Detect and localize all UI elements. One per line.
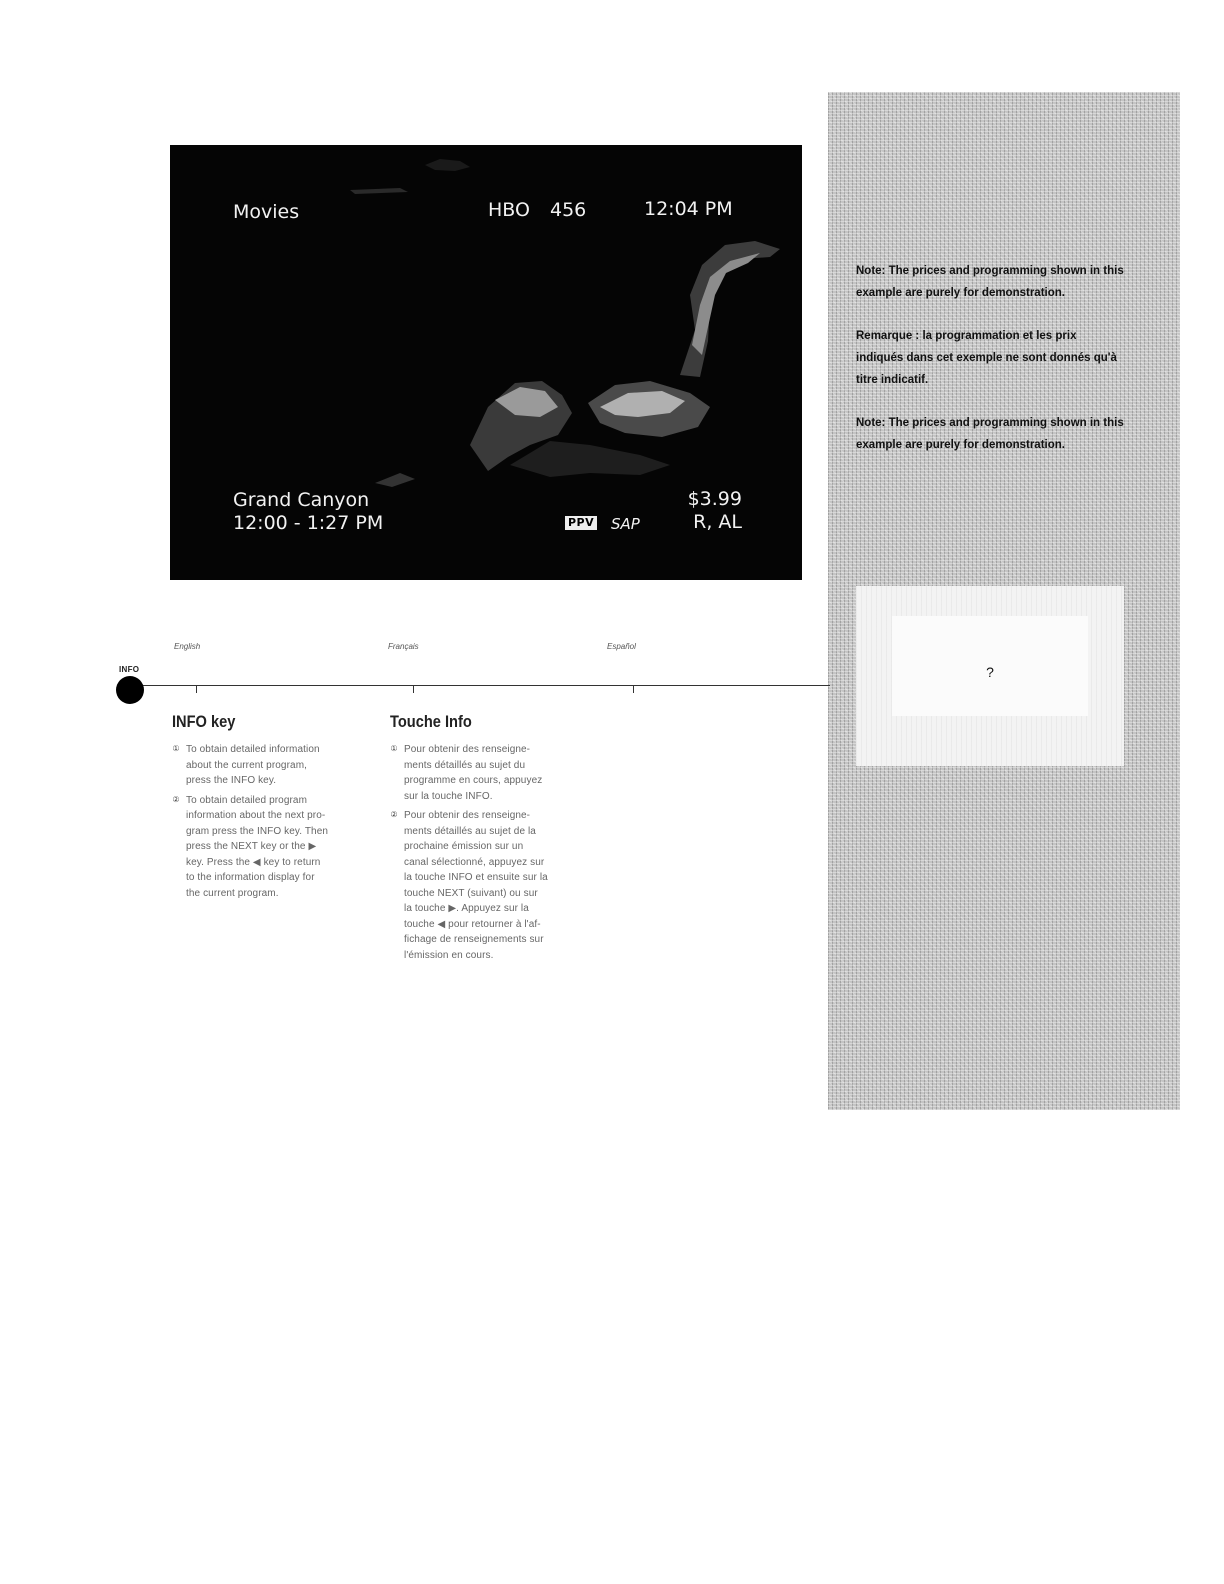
step-1-icon: ① bbox=[172, 744, 180, 753]
english-step-text: To obtain detailed information about the current program, press the INFO key. bbox=[186, 744, 320, 786]
note-english-repeat: Note: The prices and programming shown in this example are purely for demonstration. bbox=[856, 417, 1124, 451]
tv-program-times: 12:00 - 1:27 PM bbox=[233, 512, 384, 534]
sap-indicator: SAP bbox=[611, 515, 640, 533]
divider-tick bbox=[196, 685, 197, 693]
divider-tick bbox=[413, 685, 414, 693]
image-placeholder-box bbox=[856, 586, 1124, 766]
english-step-text: To obtain detailed program information about the next pro- gram press the INFO key. Then press the NEXT key or the ▶ key. Press the ◀ key to return to the information display for the current program. bbox=[186, 794, 329, 899]
question-mark: ? bbox=[986, 664, 994, 680]
english-heading: INFO key bbox=[172, 712, 236, 731]
step-1-icon: ① bbox=[390, 744, 398, 753]
note-french: Remarque : la programmation et les prix indiqués dans cet exemple ne sont donnés qu'à titre indicatif. bbox=[856, 330, 1117, 386]
ppv-badge: PPV bbox=[565, 516, 597, 530]
tv-price: $3.99 bbox=[687, 488, 742, 510]
language-label-spanish: Español bbox=[607, 642, 636, 651]
french-step-text: Pour obtenir des renseigne- ments détaillés au sujet de la prochaine émission sur un canal sélectionné, appuyez sur la touche INFO et ensuite sur la touche NEXT (suivant) ou sur la touche ▶. Appuyez sur la touche ◀ pour retourner à l'af- fichage de renseignements sur l'émission en cours. bbox=[404, 810, 548, 961]
language-label-english: English bbox=[174, 642, 201, 651]
tv-screen bbox=[170, 145, 802, 580]
language-label-french: Français bbox=[388, 642, 419, 651]
sidebar-panel bbox=[828, 92, 1180, 1110]
step-2-icon: ② bbox=[172, 794, 180, 804]
english-step bbox=[172, 742, 362, 789]
english-column bbox=[172, 712, 362, 905]
french-heading: Touche Info bbox=[390, 712, 472, 731]
tv-category: Movies bbox=[233, 201, 300, 223]
french-step bbox=[390, 808, 590, 963]
section-marker-dot bbox=[116, 676, 144, 704]
info-tab-label: INFO bbox=[119, 665, 140, 674]
note-english: Note: The prices and programming shown in this example are purely for demonstration. bbox=[856, 265, 1124, 299]
french-step-text: Pour obtenir des renseigne- ments détaillés au sujet du programme en cours, appuyez sur la touche INFO. bbox=[404, 744, 543, 802]
french-column bbox=[390, 712, 590, 967]
tv-clock: 12:04 PM bbox=[644, 198, 733, 220]
french-step bbox=[390, 742, 590, 804]
demo-notes bbox=[856, 260, 1126, 477]
tv-channel-number: 456 bbox=[550, 199, 587, 221]
divider-tick bbox=[633, 685, 634, 693]
divider-rule bbox=[130, 685, 830, 686]
tv-rating: R, AL bbox=[693, 511, 742, 533]
step-2-icon: ② bbox=[390, 810, 398, 819]
english-step bbox=[172, 793, 362, 902]
tv-program-title: Grand Canyon bbox=[233, 489, 370, 511]
tv-channel-name: HBO bbox=[488, 199, 530, 221]
